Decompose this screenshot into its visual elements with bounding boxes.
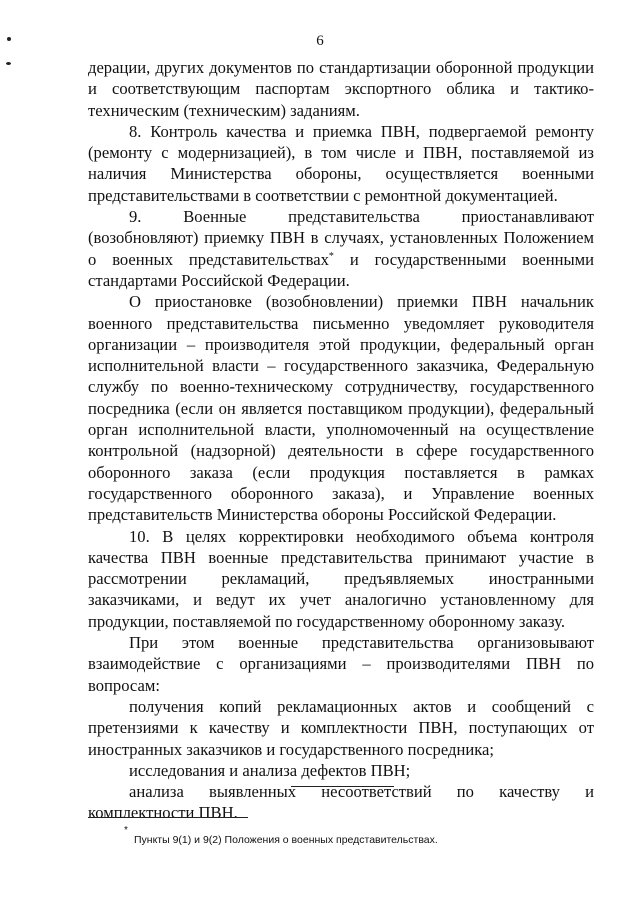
footnote-separator-rule	[88, 817, 248, 818]
paragraph-item-9-text-end: и государственными военными стандартами Российской Федерации.	[88, 249, 594, 290]
paragraph-suspension-notice: О приостановке (возобновлении) приемки ПВН начальник военного представительства письменно уведомляет руководителя организации – производителя этой продукции, федеральный орган исполнительной власти – государственного заказчика, Федеральную службу по военно-техническому сотрудничеству, государственного посредника (если он является поставщиком продукции), федеральный орган исполнительной власти, уполномоченный на осуществление контрольной (надзорной) деятельности в сфере государственного оборонного заказа (если продукция поставляется в рамках государственного оборонного заказа), и Управление военных представительств Министерства обороны Российской Федерации.	[88, 292, 594, 525]
paragraph-item-10: 10. В целях корректировки необходимого объема контроля качества ПВН военные представительства принимают участие в рассмотрении рекламаций, предъявляемых иностранными заказчиками, и ведут их учет аналогично установленному для продукции, поставляемой по государственному оборонному заказу.	[88, 526, 594, 631]
paragraph-item-9-text: 9. Военные представительства приостанавливают (возобновляют) приемку ПВН в случаях, установленных Положением о военных представительствах	[88, 207, 594, 269]
end-of-text-rule	[291, 786, 394, 787]
footnote-text: Пункты 9(1) и 9(2) Положения о военных представительствах.	[134, 834, 438, 846]
body-text	[88, 57, 594, 824]
page-number: 6	[316, 33, 324, 49]
paragraph-interaction-intro: При этом военные представительства организовывают взаимодействие с организациями – производителями ПВН по вопросам:	[88, 633, 594, 695]
list-item-nonconformity-analysis: анализа выявленных несоответствий по качеству и комплектности ПВН.	[88, 782, 594, 823]
list-item-defect-analysis: исследования и анализа дефектов ПВН;	[129, 760, 411, 780]
footnote-marker: *	[124, 825, 128, 836]
paragraph-item-9	[88, 206, 594, 291]
footnote-reference-marker: *	[328, 250, 334, 262]
paragraph-item-8: 8. Контроль качества и приемка ПВН, подвергаемой ремонту (ремонту с модернизацией), в том числе и ПВН, поставляемой из наличия Министерства обороны, осуществляется военными представительствами в соответствии с ремонтной документацией.	[88, 121, 594, 205]
list-item-reclamation-copies: получения копий рекламационных актов и сообщений с претензиями к качеству и комплектности ПВН, поступающих от иностранных заказчиков и государственного посредника;	[88, 696, 594, 759]
scan-speck-bottom	[6, 62, 11, 65]
paragraph-continuation: дерации, других документов по стандартизации оборонной продукции и соответствующим паспортам экспортного облика и тактико-техническим (техническим) заданиям.	[88, 58, 594, 120]
